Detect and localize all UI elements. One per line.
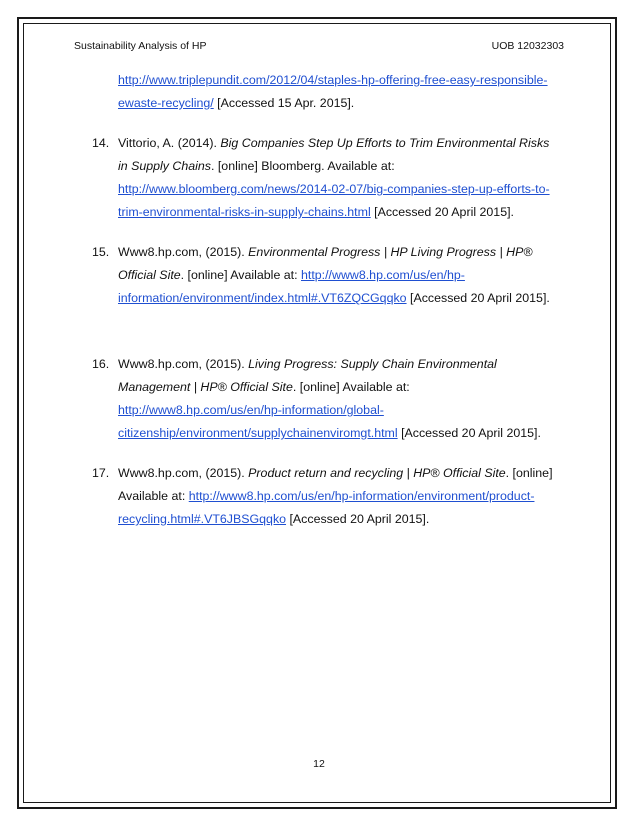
reference-link[interactable]: http://www8.hp.com/us/en/hp-information/global-citizenship/environment/supplychainenviromgt.html — [118, 403, 398, 440]
reference-author: Www8.hp.com, (2015). — [118, 245, 249, 259]
reference-accessed: [Accessed 15 Apr. 2015]. — [213, 96, 355, 110]
reference-accessed: [Accessed 20 April 2015]. — [370, 205, 514, 219]
reference-16 — [92, 353, 562, 445]
reference-title: Product return and recycling | HP® Official Site — [248, 466, 506, 480]
reference-link[interactable]: http://www8.hp.com/us/en/hp-information/environment/index.html#.VT6ZQCGqqko — [118, 268, 465, 305]
reference-number: 17. — [92, 466, 110, 480]
reference-title: Big Companies Step Up Efforts to Trim Environmental Risks in Supply Chains — [118, 136, 550, 173]
reference-source: . [online] Available at: — [292, 380, 410, 394]
reference-number: 16. — [92, 357, 110, 371]
header-student-id: UOB 12032303 — [491, 40, 564, 52]
reference-number: 15. — [92, 245, 110, 259]
reference-source: . [online] Bloomberg. Available at: — [210, 159, 395, 173]
reference-author: Www8.hp.com, (2015). — [118, 466, 249, 480]
reference-author: Vittorio, A. (2014). — [118, 136, 221, 150]
header-title: Sustainability Analysis of HP — [74, 40, 207, 52]
reference-title: Environmental Progress | HP Living Progress | HP® Official Site — [118, 245, 533, 282]
reference-source: . [online] Available at: — [118, 466, 553, 503]
reference-15 — [92, 241, 562, 310]
reference-link[interactable]: http://www.triplepundit.com/2012/04/staples-hp-offering-free-easy-responsible-ewaste-recycling/ — [118, 73, 548, 110]
reference-number: 14. — [92, 136, 110, 150]
reference-14 — [92, 132, 562, 224]
reference-17 — [92, 462, 562, 531]
reference-accessed: [Accessed 20 April 2015]. — [406, 291, 550, 305]
reference-13-continuation — [92, 69, 562, 115]
reference-link[interactable]: http://www8.hp.com/us/en/hp-information/environment/product-recycling.html#.VT6JBSGqqko — [118, 489, 535, 526]
reference-accessed: [Accessed 20 April 2015]. — [286, 512, 430, 526]
reference-link[interactable]: http://www.bloomberg.com/news/2014-02-07/big-companies-step-up-efforts-to-trim-environmental-risks-in-supply-chains.html — [118, 182, 550, 219]
page-number: 12 — [313, 758, 325, 770]
reference-title: Living Progress: Supply Chain Environmental Management | HP® Official Site — [118, 357, 497, 394]
reference-list — [92, 69, 562, 531]
reference-accessed: [Accessed 20 April 2015]. — [397, 426, 541, 440]
reference-source: . [online] Available at: — [180, 268, 301, 282]
reference-author: Www8.hp.com, (2015). — [118, 357, 249, 371]
